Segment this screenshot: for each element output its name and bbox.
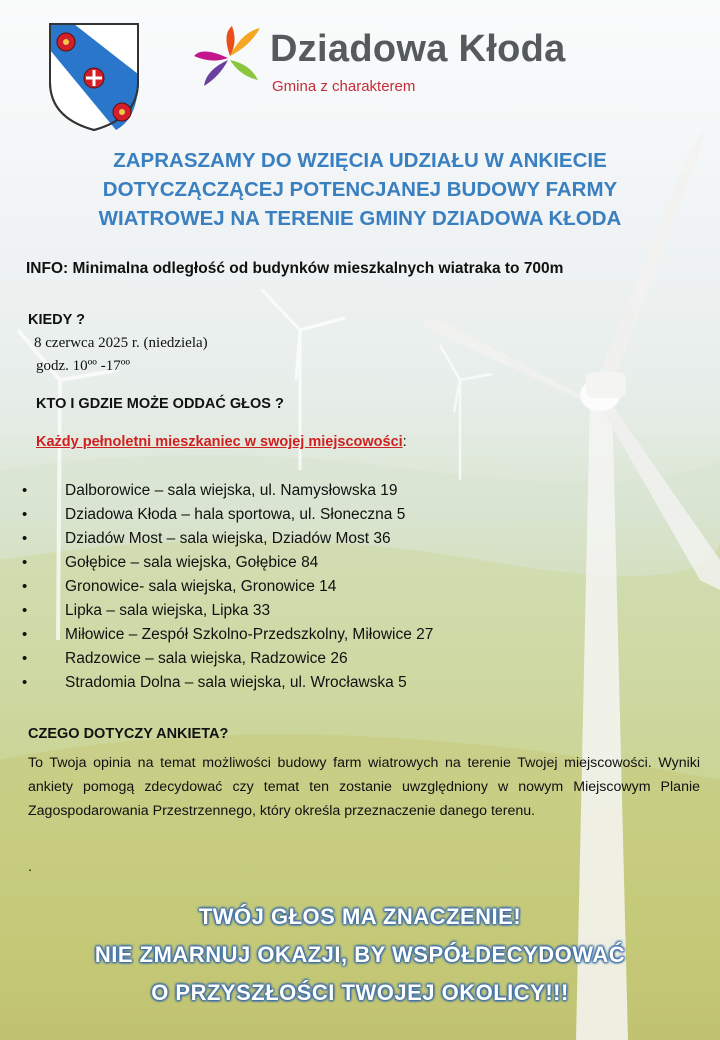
list-item: [22, 503, 433, 527]
title-line: DOTYCZĄCZĄCEJ POTENCJANEJ BUDOWY FARMY: [102, 178, 618, 201]
title-line: WIATROWEJ NA TERENIE GMINY DZIADOWA KŁODA: [98, 207, 622, 230]
gmina-logo-icon: [192, 26, 264, 88]
cta-line: NIE ZMARNUJ OKAZJI, BY WSPÓŁDECYDOWAĆ: [94, 942, 626, 967]
stray-dot: .: [28, 858, 32, 874]
location-text: Miłowice – Zespół Szkolno-Przedszkolny, Miłowice 27: [65, 626, 434, 643]
eligibility-note: [36, 434, 407, 450]
title-line: ZAPRASZAMY DO WZIĘCIA UDZIAŁU W ANKIECIE: [113, 149, 607, 172]
list-item: [22, 623, 433, 647]
page-title: [40, 146, 680, 233]
location-text: Radzowice – sala wiejska, Radzowice 26: [65, 650, 348, 667]
list-item: [22, 647, 433, 671]
eligibility-highlight: Każdy pełnoletni mieszkaniec w swojej miejscowości: [36, 434, 403, 450]
event-hours: godz. 10ºº -17ºº: [36, 358, 131, 374]
bullet-icon: •: [22, 578, 28, 595]
cta-line: O PRZYSZŁOŚCI TWOJEJ OKOLICY!!!: [151, 980, 569, 1005]
location-text: Lipka – sala wiejska, Lipka 33: [65, 602, 271, 619]
location-text: Dziadów Most – sala wiejska, Dziadów Most 36: [65, 530, 391, 547]
event-date: 8 czerwca 2025 r. (niedziela): [34, 335, 208, 351]
bullet-icon: •: [22, 530, 28, 547]
bullet-icon: •: [22, 602, 28, 619]
bullet-icon: •: [22, 554, 28, 571]
coat-of-arms-icon: [46, 20, 142, 132]
bullet-icon: •: [22, 506, 28, 523]
location-text: Gronowice- sala wiejska, Gronowice 14: [65, 578, 337, 595]
when-heading: KIEDY ?: [28, 312, 85, 328]
who-heading: KTO I GDZIE MOŻE ODDAĆ GŁOS ?: [36, 396, 284, 412]
location-text: Gołębice – sala wiejska, Gołębice 84: [65, 554, 319, 571]
list-item: [22, 551, 433, 575]
list-item: [22, 671, 433, 695]
about-heading: CZEGO DOTYCZY ANKIETA?: [28, 726, 229, 742]
about-paragraph: To Twoja opinia na temat możliwości budowy farm wiatrowych na terenie Twojej miejscowości. Wyniki ankiety pomogą zdecydować czy temat ten zostanie uwzględniony w nowym Miejscowym Planie Zagospodarowania Przestrzennego, który określa przeznaczenie danego terenu.: [28, 755, 700, 819]
call-to-action: [20, 898, 700, 1012]
bullet-icon: •: [22, 674, 28, 691]
location-text: Dziadowa Kłoda – hala sportowa, ul. Słoneczna 5: [65, 506, 406, 523]
brand-tagline: Gmina z charakterem: [272, 78, 416, 95]
cta-line: TWÓJ GŁOS MA ZNACZENIE!: [198, 904, 522, 929]
distance-info: INFO: Minimalna odległość od budynków mieszkalnych wiatraka to 700m: [26, 260, 564, 277]
list-item: [22, 527, 433, 551]
bullet-icon: •: [22, 482, 28, 499]
location-text: Stradomia Dolna – sala wiejska, ul. Wrocławska 5: [65, 674, 407, 691]
list-item: [22, 575, 433, 599]
bullet-icon: •: [22, 626, 28, 643]
eligibility-suffix: :: [402, 434, 407, 450]
list-item: [22, 479, 433, 503]
voting-locations-list: [22, 479, 433, 695]
brand-name: Dziadowa Kłoda: [270, 28, 566, 70]
location-text: Dalborowice – sala wiejska, ul. Namysłowska 19: [65, 482, 398, 499]
bullet-icon: •: [22, 650, 28, 667]
list-item: [22, 599, 433, 623]
